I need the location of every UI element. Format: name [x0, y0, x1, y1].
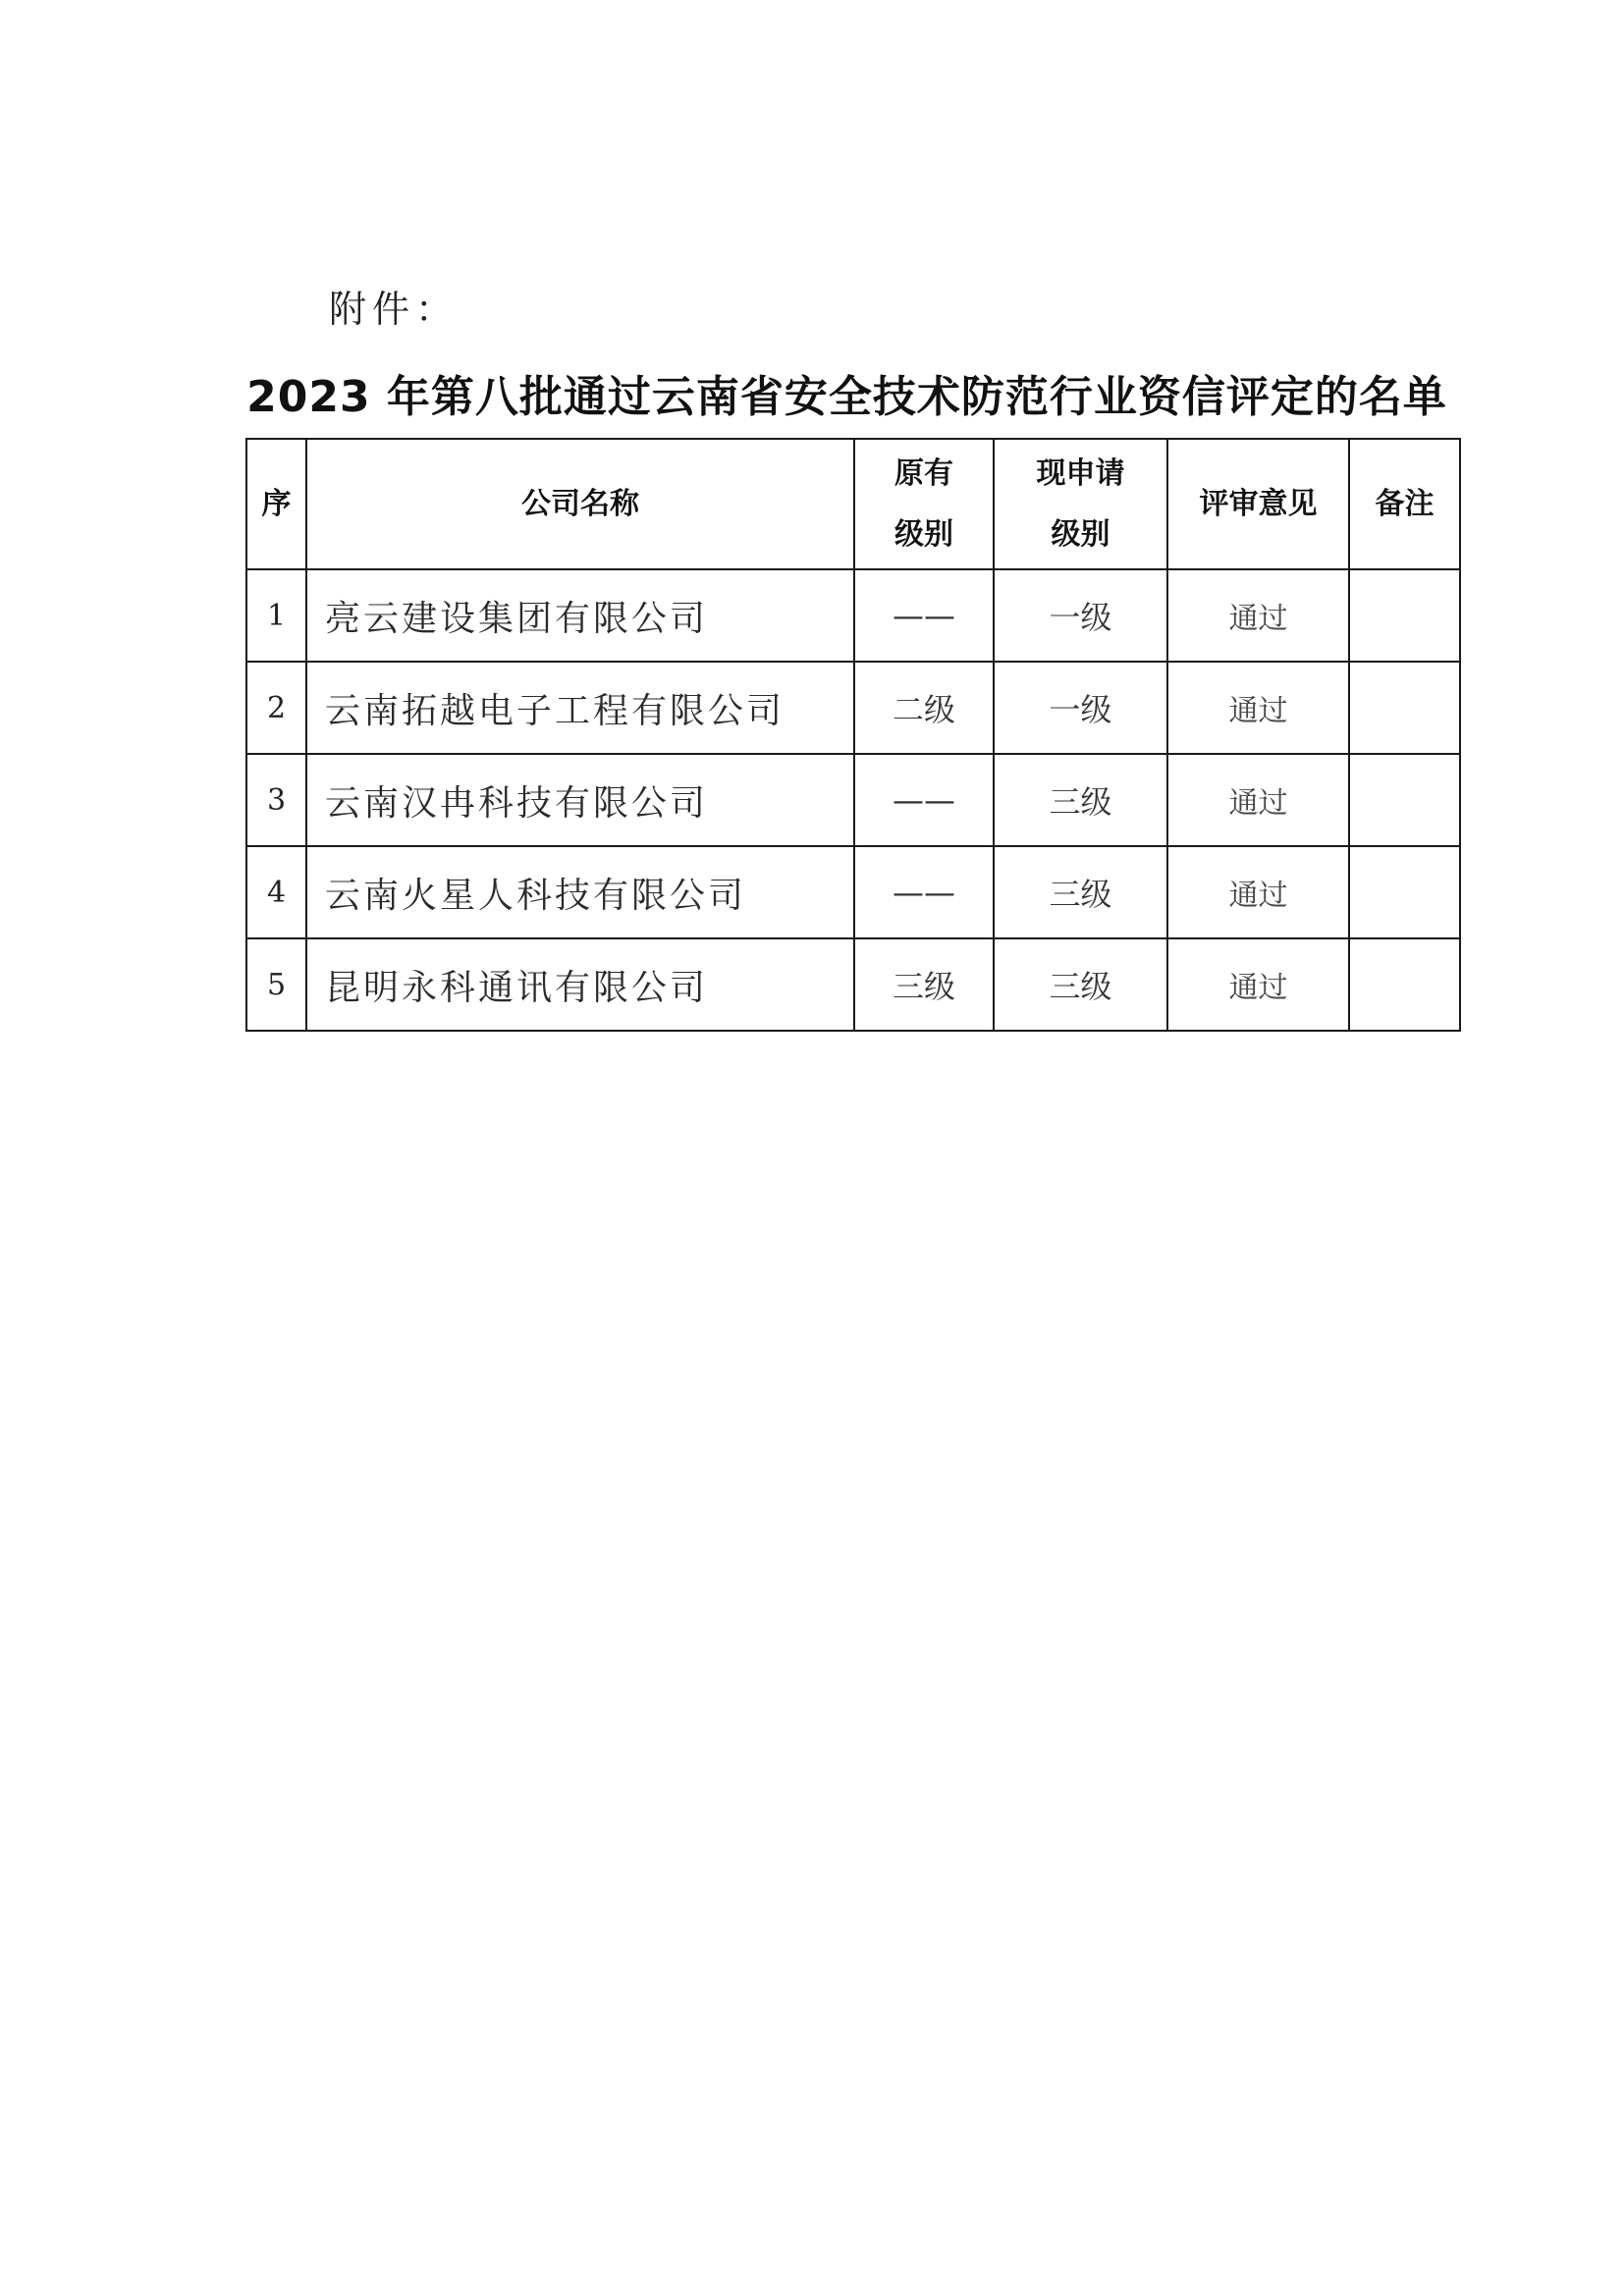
header-remarks: 备注	[1349, 439, 1460, 569]
document-title: 2023 年第八批通过云南省安全技术防范行业资信评定的名单	[246, 372, 1447, 422]
cell-review-opinion: 通过	[1167, 569, 1349, 662]
qualification-table	[245, 438, 1461, 1032]
cell-remarks	[1349, 938, 1460, 1031]
header-company-name: 公司名称	[306, 439, 854, 569]
cell-seq: 5	[246, 938, 306, 1031]
header-original-level-line2: 级别	[894, 516, 953, 552]
cell-original-level: ——	[854, 754, 994, 846]
cell-seq: 2	[246, 662, 306, 754]
cell-remarks	[1349, 846, 1460, 938]
cell-seq: 4	[246, 846, 306, 938]
cell-applied-level: 一级	[994, 662, 1167, 754]
cell-company-name: 亮云建设集团有限公司	[306, 569, 854, 662]
header-applied-level-line2: 级别	[1051, 516, 1110, 552]
header-review-opinion: 评审意见	[1167, 439, 1349, 569]
header-applied-level	[994, 439, 1167, 569]
cell-company-name: 云南火星人科技有限公司	[306, 846, 854, 938]
cell-applied-level: 一级	[994, 569, 1167, 662]
cell-company-name: 云南拓越电子工程有限公司	[306, 662, 854, 754]
header-seq: 序	[246, 439, 306, 569]
table-row	[246, 754, 1460, 846]
cell-applied-level: 三级	[994, 938, 1167, 1031]
cell-remarks	[1349, 569, 1460, 662]
header-original-level-line1: 原有	[894, 455, 953, 491]
cell-review-opinion: 通过	[1167, 754, 1349, 846]
cell-company-name: 昆明永科通讯有限公司	[306, 938, 854, 1031]
cell-review-opinion: 通过	[1167, 662, 1349, 754]
table-row	[246, 569, 1460, 662]
table-row	[246, 662, 1460, 754]
cell-review-opinion: 通过	[1167, 938, 1349, 1031]
attachment-label: 附件：	[329, 288, 460, 331]
table-row	[246, 938, 1460, 1031]
header-applied-level-line1: 现申请	[1036, 455, 1125, 491]
cell-review-opinion: 通过	[1167, 846, 1349, 938]
cell-company-name: 云南汉冉科技有限公司	[306, 754, 854, 846]
cell-seq: 1	[246, 569, 306, 662]
cell-original-level: ——	[854, 569, 994, 662]
cell-original-level: ——	[854, 846, 994, 938]
table-row	[246, 846, 1460, 938]
cell-original-level: 二级	[854, 662, 994, 754]
cell-original-level: 三级	[854, 938, 994, 1031]
header-original-level	[854, 439, 994, 569]
cell-remarks	[1349, 662, 1460, 754]
cell-seq: 3	[246, 754, 306, 846]
table-header-row	[246, 439, 1460, 569]
cell-remarks	[1349, 754, 1460, 846]
cell-applied-level: 三级	[994, 754, 1167, 846]
cell-applied-level: 三级	[994, 846, 1167, 938]
